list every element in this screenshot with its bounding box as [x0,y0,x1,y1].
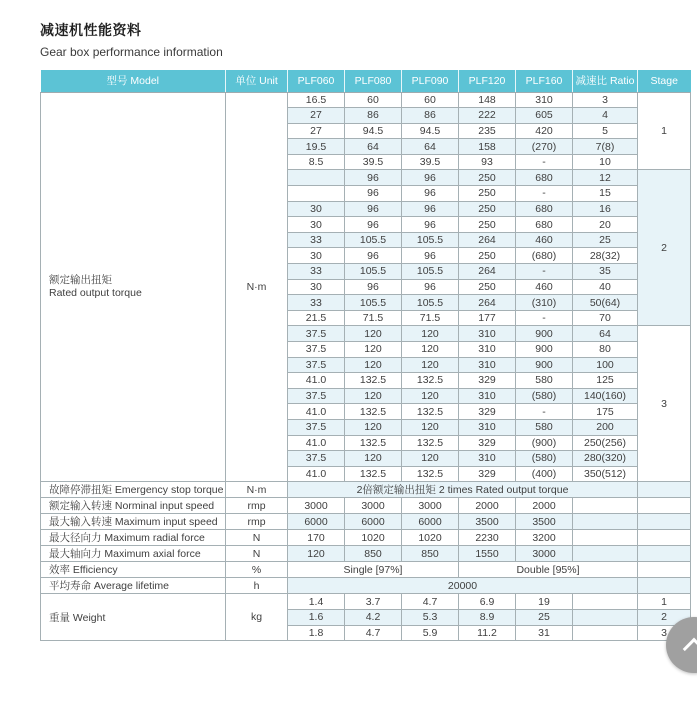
torque-value-cell: - [516,154,573,170]
page-header [0,0,697,59]
torque-value-cell: 250 [459,279,516,295]
torque-value-cell: 96 [345,201,402,217]
torque-value-cell: 120 [402,419,459,435]
torque-value-cell: 96 [345,186,402,202]
torque-value-cell: 41.0 [288,466,345,482]
torque-value-cell: 96 [345,217,402,233]
torque-value-cell [288,186,345,202]
spec-value-cell: 2000 [516,498,573,514]
weight-value-cell: 6.9 [459,594,516,610]
spec-ratio-cell [573,514,638,530]
torque-value-cell: 680 [516,170,573,186]
torque-value-cell: 120 [345,326,402,342]
torque-value-cell: 329 [459,466,516,482]
torque-value-cell: - [516,264,573,280]
weight-value-cell: 3.7 [345,594,402,610]
torque-value-cell: 120 [402,388,459,404]
torque-value-cell: 120 [402,342,459,358]
ratio-value-cell: 100 [573,357,638,373]
torque-value-cell: 30 [288,217,345,233]
weight-value-cell: 25 [516,609,573,625]
spec-stage-cell [638,514,691,530]
weight-value-cell: 4.7 [402,594,459,610]
torque-value-cell: 93 [459,154,516,170]
column-header-6: PLF160 [516,70,573,92]
ratio-value-cell: 25 [573,232,638,248]
torque-value-cell: 30 [288,201,345,217]
table-row [41,562,691,578]
torque-value-cell: 900 [516,326,573,342]
torque-value-cell: 132.5 [345,466,402,482]
weight-stage-cell: 3 [638,625,691,641]
torque-value-cell: 64 [345,139,402,155]
weight-value-cell: 4.2 [345,609,402,625]
torque-value-cell: 120 [402,326,459,342]
torque-value-cell: 105.5 [345,264,402,280]
weight-value-cell: 1.6 [288,609,345,625]
torque-value-cell: (580) [516,451,573,467]
ratio-value-cell: 140(160) [573,388,638,404]
torque-value-cell: 33 [288,295,345,311]
torque-value-cell: 96 [402,279,459,295]
torque-value-cell: 71.5 [402,310,459,326]
torque-value-cell: 420 [516,123,573,139]
torque-value-cell: 37.5 [288,342,345,358]
spec-value-cell: 850 [402,546,459,562]
torque-value-cell: 60 [345,92,402,108]
weight-ratio-cell [573,625,638,641]
spec-value-cell: 3000 [345,498,402,514]
torque-value-cell: 310 [459,342,516,358]
torque-value-cell: 120 [402,451,459,467]
spec-value-cell: 3000 [288,498,345,514]
torque-value-cell: 310 [459,357,516,373]
spec-unit-cell: rmp [226,498,288,514]
torque-value-cell: 132.5 [402,466,459,482]
torque-value-cell: 460 [516,279,573,295]
torque-value-cell: 680 [516,217,573,233]
torque-value-cell: 310 [459,388,516,404]
torque-value-cell: 680 [516,201,573,217]
torque-value-cell: 235 [459,123,516,139]
table-row [41,498,691,514]
torque-value-cell: 96 [345,279,402,295]
column-header-7: 减速比 Ratio [573,70,638,92]
table-row [41,594,691,610]
torque-value-cell: 900 [516,342,573,358]
spec-stage-cell [638,498,691,514]
torque-value-cell: 120 [345,451,402,467]
torque-value-cell: - [516,404,573,420]
spec-value-cell: 1550 [459,546,516,562]
ratio-value-cell: 7(8) [573,139,638,155]
table-row [41,482,691,498]
torque-value-cell: 64 [402,139,459,155]
column-header-8: Stage [638,70,691,92]
torque-value-cell: 105.5 [345,232,402,248]
torque-unit-cell: N·m [226,92,288,482]
weight-label-cell: 重量 Weight [41,594,226,641]
weight-value-cell: 4.7 [345,625,402,641]
weight-value-cell: 1.8 [288,625,345,641]
torque-value-cell: 222 [459,108,516,124]
torque-value-cell: 148 [459,92,516,108]
torque-value-cell: 96 [402,201,459,217]
weight-value-cell: 8.9 [459,609,516,625]
torque-value-cell: 120 [345,342,402,358]
ratio-value-cell: 125 [573,373,638,389]
ratio-value-cell: 10 [573,154,638,170]
efficiency-double-cell: Double [95%] [459,562,638,578]
torque-value-cell: 580 [516,373,573,389]
spec-merged-value-cell: 2倍额定输出扭矩 2 times Rated output torque [288,482,638,498]
table-row [41,530,691,546]
table-row [41,92,691,108]
page-title-zh: 减速机性能资料 [40,22,142,38]
spec-unit-cell: h [226,578,288,594]
spec-unit-cell: N·m [226,482,288,498]
torque-value-cell: 310 [459,419,516,435]
torque-value-cell: 39.5 [345,154,402,170]
page-title-en: Gear box performance information [40,45,223,59]
torque-value-cell: 132.5 [345,373,402,389]
ratio-value-cell: 12 [573,170,638,186]
torque-value-cell: 250 [459,170,516,186]
torque-value-cell: 71.5 [345,310,402,326]
torque-value-cell: 41.0 [288,435,345,451]
spec-value-cell: 170 [288,530,345,546]
column-header-0: 型号 Model [41,70,226,92]
torque-value-cell: 264 [459,295,516,311]
torque-value-cell: 120 [345,357,402,373]
spec-ratio-cell [573,546,638,562]
spec-value-cell: 6000 [345,514,402,530]
torque-value-cell: 86 [345,108,402,124]
torque-value-cell: 94.5 [402,123,459,139]
stage-group-cell: 3 [638,326,691,482]
spec-unit-cell: N [226,546,288,562]
torque-value-cell: 580 [516,419,573,435]
torque-label-cell [41,92,226,482]
ratio-value-cell: 3 [573,92,638,108]
torque-value-cell: 37.5 [288,419,345,435]
spec-unit-cell: N [226,530,288,546]
ratio-value-cell: 16 [573,201,638,217]
weight-value-cell: 1.4 [288,594,345,610]
torque-label-zh: 额定输出扭矩 [49,273,112,286]
torque-value-cell: 96 [402,248,459,264]
column-header-4: PLF090 [402,70,459,92]
torque-value-cell: 86 [402,108,459,124]
weight-value-cell: 19 [516,594,573,610]
torque-value-cell: 105.5 [402,232,459,248]
torque-value-cell: (680) [516,248,573,264]
spec-label-cell: 最大轴向力 Maximum axial force [41,546,226,562]
ratio-value-cell: 50(64) [573,295,638,311]
torque-value-cell: - [516,186,573,202]
spec-value-cell: 3500 [459,514,516,530]
torque-value-cell: 605 [516,108,573,124]
torque-value-cell: 120 [345,419,402,435]
ratio-value-cell: 28(32) [573,248,638,264]
spec-merged-value-cell: 20000 [288,578,638,594]
performance-table [40,70,691,641]
torque-value-cell: 329 [459,435,516,451]
spec-stage-cell [638,562,691,578]
spec-unit-cell: % [226,562,288,578]
torque-value-cell: 329 [459,373,516,389]
torque-value-cell: 94.5 [345,123,402,139]
ratio-value-cell: 175 [573,404,638,420]
spec-label-cell: 平均寿命 Average lifetime [41,578,226,594]
weight-stage-cell: 1 [638,594,691,610]
ratio-value-cell: 35 [573,264,638,280]
ratio-value-cell: 15 [573,186,638,202]
torque-value-cell: 264 [459,264,516,280]
torque-value-cell: (310) [516,295,573,311]
torque-value-cell: 310 [459,451,516,467]
torque-value-cell: 158 [459,139,516,155]
torque-value-cell: (270) [516,139,573,155]
torque-value-cell: (900) [516,435,573,451]
torque-value-cell: 37.5 [288,388,345,404]
ratio-value-cell: 64 [573,326,638,342]
ratio-value-cell: 280(320) [573,451,638,467]
torque-value-cell: 30 [288,248,345,264]
weight-value-cell: 31 [516,625,573,641]
weight-stage-cell: 2 [638,609,691,625]
spec-value-cell: 3000 [402,498,459,514]
weight-value-cell: 5.3 [402,609,459,625]
ratio-value-cell: 4 [573,108,638,124]
torque-value-cell: 37.5 [288,357,345,373]
spec-stage-cell [638,530,691,546]
table-header-row [41,70,691,92]
spec-stage-cell [638,482,691,498]
ratio-value-cell: 350(512) [573,466,638,482]
torque-value-cell: 39.5 [402,154,459,170]
weight-ratio-cell [573,594,638,610]
torque-value-cell: (580) [516,388,573,404]
torque-value-cell: 250 [459,201,516,217]
torque-value-cell: 120 [345,388,402,404]
torque-value-cell: 60 [402,92,459,108]
ratio-value-cell: 80 [573,342,638,358]
stage-group-cell: 2 [638,170,691,326]
table-row [41,514,691,530]
torque-value-cell: 37.5 [288,326,345,342]
spec-ratio-cell [573,498,638,514]
weight-unit-cell: kg [226,594,288,641]
torque-value-cell: 96 [402,170,459,186]
torque-value-cell: 27 [288,123,345,139]
spec-ratio-cell [573,530,638,546]
torque-value-cell: 105.5 [402,264,459,280]
ratio-value-cell: 40 [573,279,638,295]
ratio-value-cell: 200 [573,419,638,435]
table-row [41,578,691,594]
spec-value-cell: 6000 [288,514,345,530]
spec-value-cell: 850 [345,546,402,562]
torque-value-cell: 96 [402,217,459,233]
weight-value-cell: 5.9 [402,625,459,641]
spec-value-cell: 3500 [516,514,573,530]
torque-value-cell: 41.0 [288,373,345,389]
stage-group-cell: 1 [638,92,691,170]
torque-value-cell: 250 [459,248,516,264]
spec-value-cell: 1020 [402,530,459,546]
ratio-value-cell: 20 [573,217,638,233]
torque-value-cell: 120 [402,357,459,373]
torque-value-cell: 105.5 [345,295,402,311]
spec-label-cell: 最大输入转速 Maximum input speed [41,514,226,530]
table-row [41,546,691,562]
column-header-2: PLF060 [288,70,345,92]
ratio-value-cell: 250(256) [573,435,638,451]
torque-value-cell: 37.5 [288,451,345,467]
spec-unit-cell: rmp [226,514,288,530]
spec-value-cell: 120 [288,546,345,562]
weight-ratio-cell [573,609,638,625]
spec-stage-cell [638,578,691,594]
torque-value-cell: 19.5 [288,139,345,155]
torque-value-cell: 8.5 [288,154,345,170]
torque-value-cell: 250 [459,217,516,233]
torque-value-cell: 132.5 [402,404,459,420]
spec-value-cell: 2000 [459,498,516,514]
spec-value-cell: 3000 [516,546,573,562]
torque-value-cell: 96 [402,186,459,202]
chevron-up-icon [683,637,697,660]
torque-value-cell: - [516,310,573,326]
weight-value-cell: 11.2 [459,625,516,641]
spec-label-cell: 效率 Efficiency [41,562,226,578]
spec-value-cell: 3200 [516,530,573,546]
torque-value-cell: 329 [459,404,516,420]
torque-value-cell: 460 [516,232,573,248]
spec-label-cell: 最大径向力 Maximum radial force [41,530,226,546]
column-header-3: PLF080 [345,70,402,92]
torque-value-cell: 264 [459,232,516,248]
spec-label-cell: 故障停滞扭矩 Emergency stop torque [41,482,226,498]
torque-value-cell: 21.5 [288,310,345,326]
efficiency-single-cell: Single [97%] [288,562,459,578]
torque-value-cell: 132.5 [402,435,459,451]
spec-value-cell: 6000 [402,514,459,530]
torque-value-cell: 132.5 [402,373,459,389]
ratio-value-cell: 70 [573,310,638,326]
torque-value-cell: 177 [459,310,516,326]
spec-value-cell: 1020 [345,530,402,546]
torque-value-cell: 27 [288,108,345,124]
torque-value-cell: 132.5 [345,404,402,420]
torque-value-cell [288,170,345,186]
torque-value-cell: 105.5 [402,295,459,311]
torque-value-cell: 310 [516,92,573,108]
torque-value-cell: 30 [288,279,345,295]
torque-value-cell: 16.5 [288,92,345,108]
torque-value-cell: 310 [459,326,516,342]
torque-label-en: Rated output torque [49,286,142,299]
torque-value-cell: 41.0 [288,404,345,420]
torque-value-cell: 900 [516,357,573,373]
spec-stage-cell [638,546,691,562]
torque-value-cell: 96 [345,248,402,264]
torque-value-cell: 33 [288,264,345,280]
ratio-value-cell: 5 [573,123,638,139]
torque-value-cell: 96 [345,170,402,186]
torque-value-cell: (400) [516,466,573,482]
torque-value-cell: 132.5 [345,435,402,451]
spec-value-cell: 2230 [459,530,516,546]
torque-value-cell: 33 [288,232,345,248]
spec-label-cell: 额定输入转速 Norminal input speed [41,498,226,514]
torque-value-cell: 250 [459,186,516,202]
column-header-5: PLF120 [459,70,516,92]
column-header-1: 单位 Unit [226,70,288,92]
